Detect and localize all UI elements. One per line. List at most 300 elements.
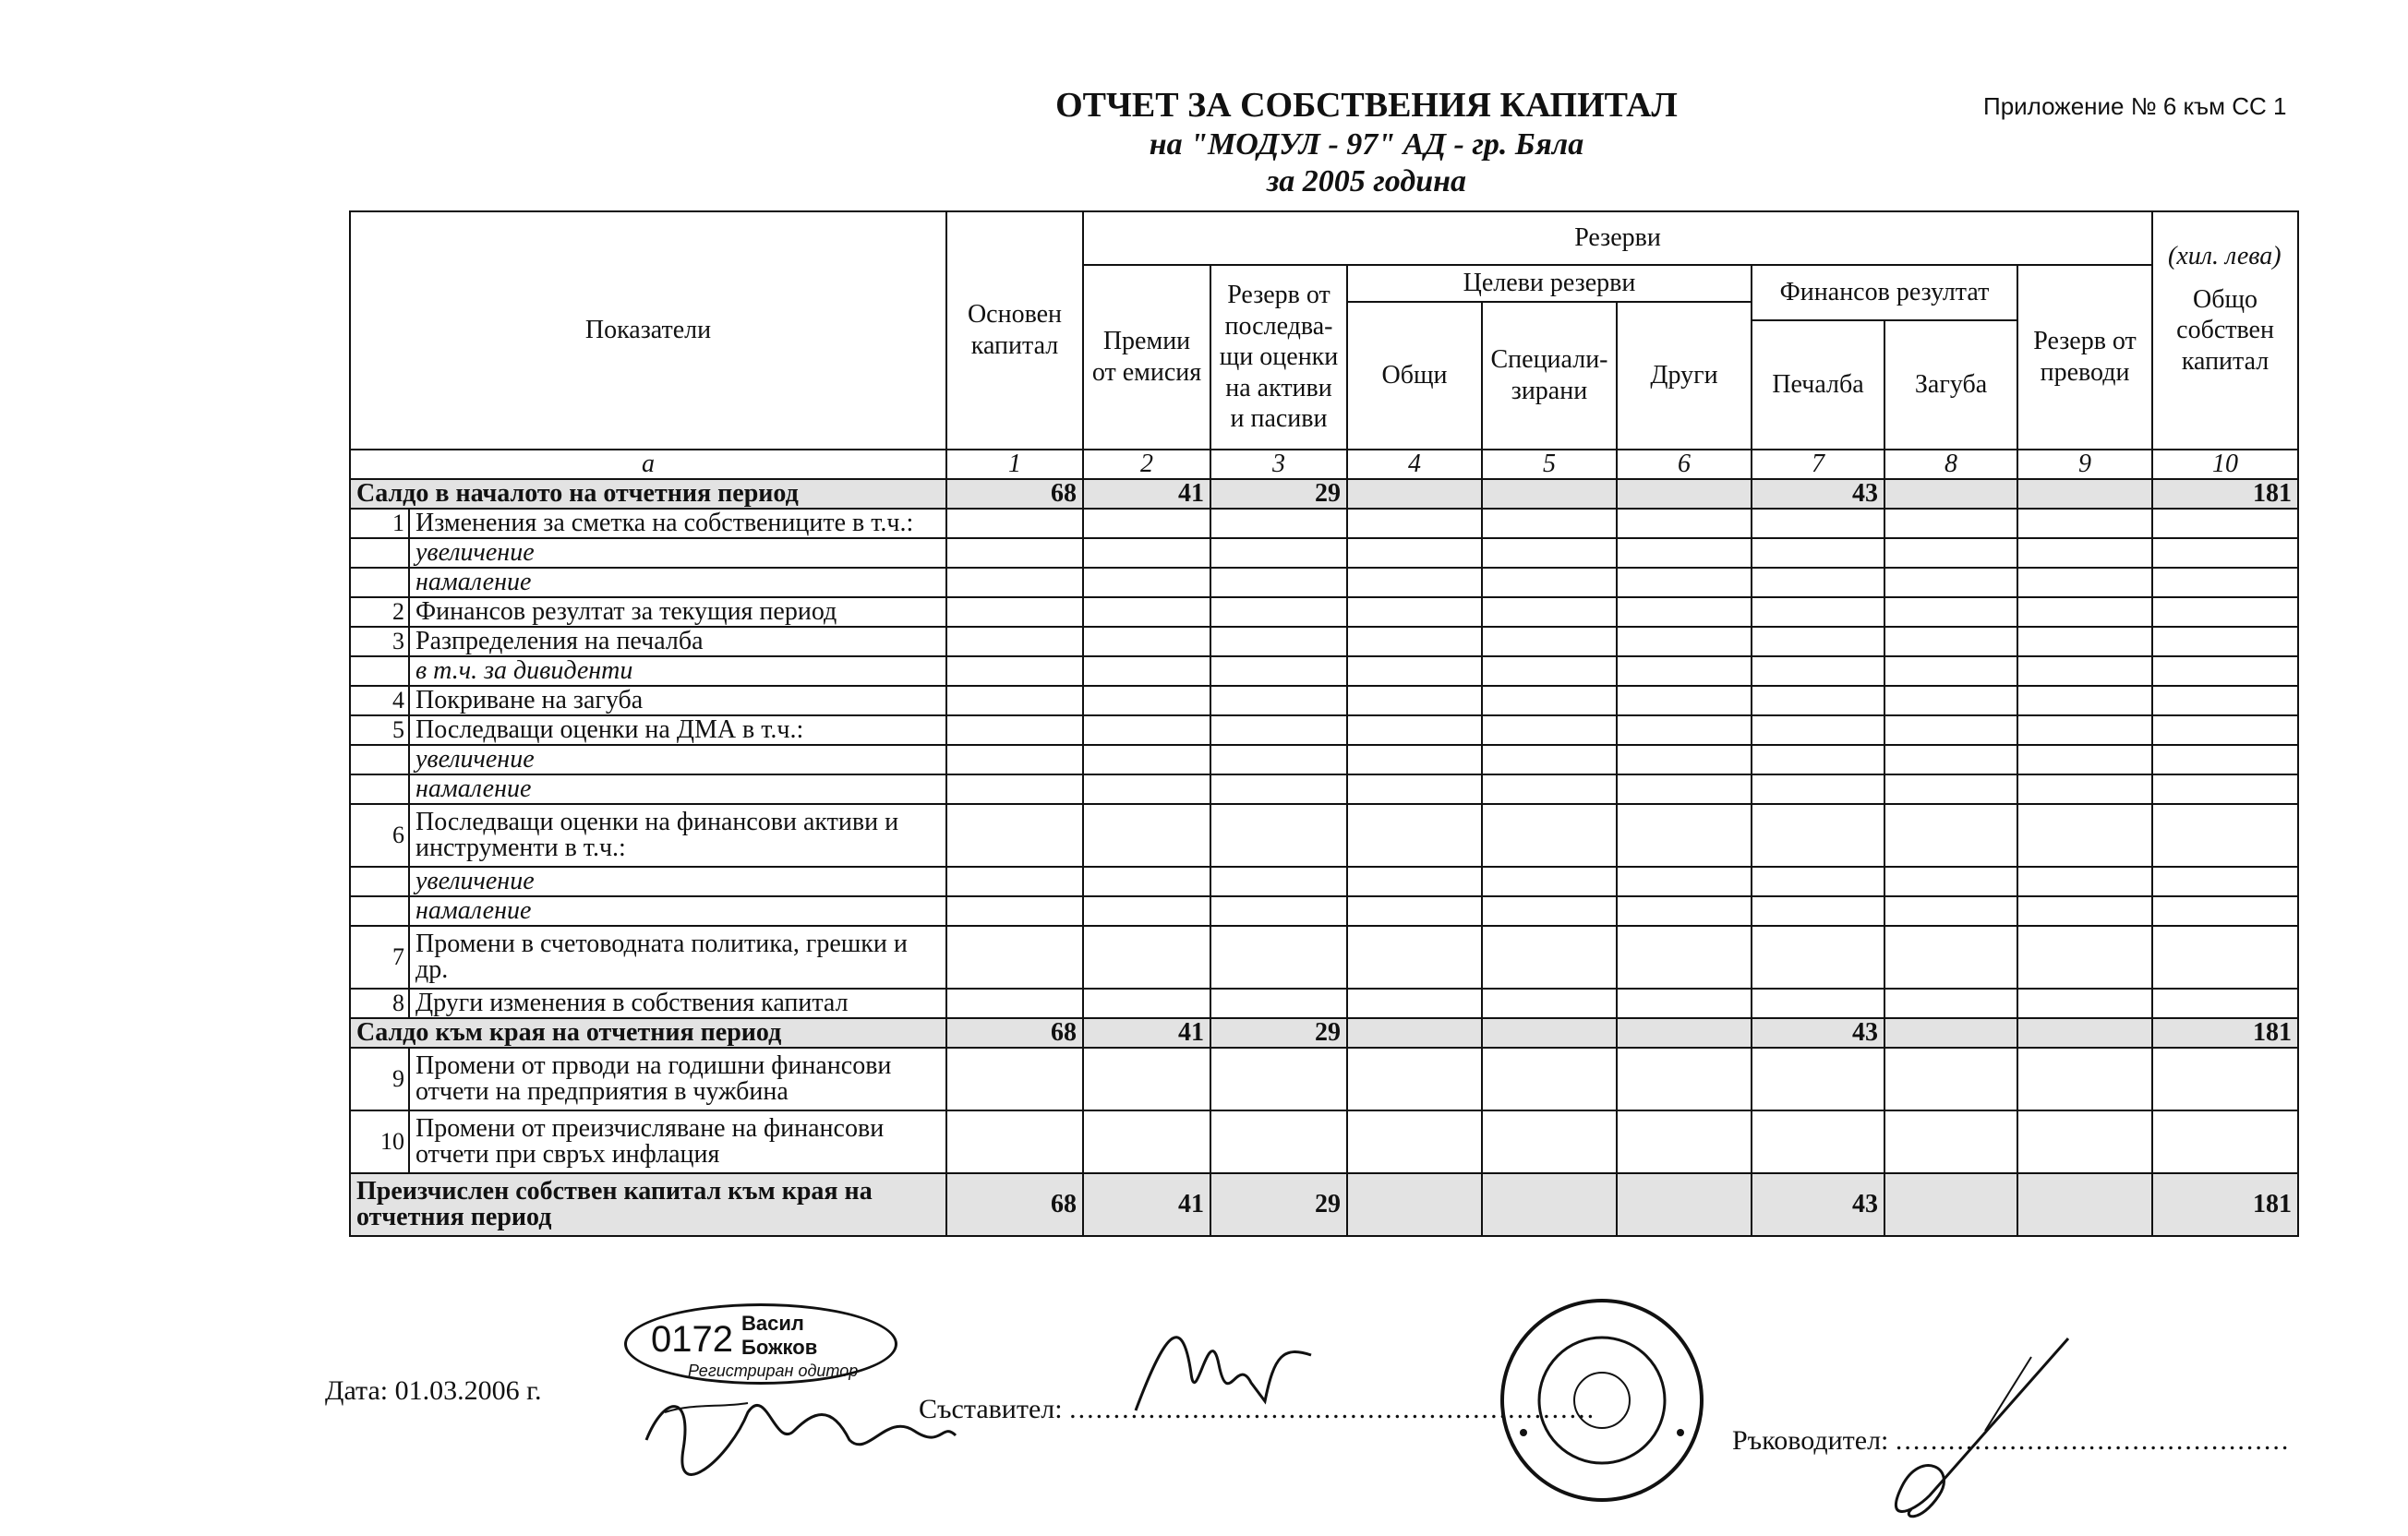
cell-value bbox=[2152, 1110, 2298, 1173]
col-index: 2 bbox=[1083, 450, 1210, 479]
table-row bbox=[350, 509, 2298, 538]
cell-value bbox=[1617, 627, 1752, 656]
cell-value bbox=[2017, 926, 2152, 989]
cell-value bbox=[1210, 538, 1347, 568]
cell-value bbox=[2017, 896, 2152, 926]
auditor-role: Регистриран одитор bbox=[688, 1362, 859, 1380]
period-line: за 2005 година bbox=[1266, 164, 1467, 198]
row-label: Промени от прводи на годишни финансови отчети на предприятия в чужбина bbox=[409, 1048, 946, 1110]
cell-value bbox=[2152, 538, 2298, 568]
cell-value: 43 bbox=[1752, 1018, 1884, 1048]
cell-value: 181 bbox=[2152, 1173, 2298, 1236]
cell-value bbox=[1884, 745, 2017, 774]
row-label: Последващи оценки на финансови активи и инструменти в т.ч.: bbox=[409, 804, 946, 867]
cell-value: 29 bbox=[1210, 479, 1347, 509]
header-basic-capital: Основен капитал bbox=[946, 211, 1083, 450]
cell-value bbox=[1083, 926, 1210, 989]
cell-value bbox=[1210, 627, 1347, 656]
cell-value bbox=[946, 896, 1083, 926]
cell-value bbox=[2017, 867, 2152, 896]
cell-value bbox=[2152, 774, 2298, 804]
cell-value bbox=[2152, 1048, 2298, 1110]
cell-value bbox=[1482, 538, 1617, 568]
row-number: 1 bbox=[350, 509, 409, 538]
cell-value bbox=[946, 1110, 1083, 1173]
table-row bbox=[350, 804, 2298, 867]
header-translation-reserve: Резерв от преводи bbox=[2017, 265, 2152, 450]
cell-value bbox=[946, 597, 1083, 627]
cell-value bbox=[2017, 745, 2152, 774]
cell-value bbox=[1752, 597, 1884, 627]
cell-value bbox=[1083, 1110, 1210, 1173]
cell-value: 181 bbox=[2152, 1018, 2298, 1048]
row-number bbox=[350, 568, 409, 597]
auditor-first-name: Васил bbox=[741, 1312, 804, 1335]
cell-value bbox=[2152, 627, 2298, 656]
cell-value bbox=[1884, 1110, 2017, 1173]
row-number bbox=[350, 656, 409, 686]
cell-value: 68 bbox=[946, 1173, 1083, 1236]
table-row bbox=[350, 745, 2298, 774]
cell-value bbox=[2017, 989, 2152, 1018]
cell-value bbox=[1482, 597, 1617, 627]
cell-value bbox=[1617, 804, 1752, 867]
cell-value bbox=[1752, 715, 1884, 745]
manager-line bbox=[1732, 1425, 2290, 1457]
cell-value: 43 bbox=[1752, 1173, 1884, 1236]
header-issue-premium: Премии от емисия bbox=[1083, 265, 1210, 450]
row-number: 9 bbox=[350, 1048, 409, 1110]
table-row bbox=[350, 568, 2298, 597]
table-row bbox=[350, 627, 2298, 656]
cell-value bbox=[1482, 1048, 1617, 1110]
cell-value bbox=[1083, 774, 1210, 804]
cell-value bbox=[1884, 926, 2017, 989]
cell-value: 41 bbox=[1083, 1018, 1210, 1048]
cell-value bbox=[1617, 774, 1752, 804]
cell-value bbox=[1083, 1048, 1210, 1110]
cell-value bbox=[1617, 715, 1752, 745]
table-row bbox=[350, 1110, 2298, 1173]
cell-value bbox=[946, 627, 1083, 656]
cell-value bbox=[1210, 715, 1347, 745]
cell-value bbox=[1083, 509, 1210, 538]
table-row bbox=[350, 774, 2298, 804]
cell-value bbox=[1210, 804, 1347, 867]
cell-value bbox=[1347, 509, 1482, 538]
row-number bbox=[350, 774, 409, 804]
cell-value bbox=[1347, 745, 1482, 774]
row-number bbox=[350, 867, 409, 896]
cell-value bbox=[1482, 509, 1617, 538]
table-row bbox=[350, 597, 2298, 627]
cell-value bbox=[1210, 867, 1347, 896]
col-index: 4 bbox=[1347, 450, 1482, 479]
cell-value bbox=[946, 538, 1083, 568]
cell-value bbox=[1083, 989, 1210, 1018]
cell-value bbox=[2152, 568, 2298, 597]
cell-value bbox=[1884, 686, 2017, 715]
row-number: 2 bbox=[350, 597, 409, 627]
cell-value bbox=[2152, 926, 2298, 989]
cell-value bbox=[946, 509, 1083, 538]
table-row bbox=[350, 1018, 2298, 1048]
table-row bbox=[350, 926, 2298, 989]
cell-value bbox=[1482, 926, 1617, 989]
cell-value bbox=[1617, 1173, 1752, 1236]
cell-value bbox=[1083, 896, 1210, 926]
cell-value bbox=[1347, 686, 1482, 715]
cell-value bbox=[1884, 1048, 2017, 1110]
cell-value bbox=[1884, 627, 2017, 656]
cell-value bbox=[2017, 1018, 2152, 1048]
cell-value bbox=[1482, 568, 1617, 597]
cell-value bbox=[1752, 1110, 1884, 1173]
cell-value bbox=[2152, 745, 2298, 774]
header-revaluation-reserve: Резерв от последва-щи оценки на активи и пасиви bbox=[1210, 265, 1347, 450]
auditor-signature bbox=[637, 1375, 969, 1477]
cell-value bbox=[1752, 509, 1884, 538]
cell-value bbox=[946, 774, 1083, 804]
cell-value bbox=[2152, 715, 2298, 745]
row-label: увеличение bbox=[409, 867, 946, 896]
cell-value: 181 bbox=[2152, 479, 2298, 509]
cell-value bbox=[1884, 715, 2017, 745]
row-number: 10 bbox=[350, 1110, 409, 1173]
row-label: увеличение bbox=[409, 745, 946, 774]
cell-value bbox=[1347, 479, 1482, 509]
auditor-last-name: Божков bbox=[741, 1336, 818, 1360]
cell-value bbox=[1210, 656, 1347, 686]
cell-value bbox=[1347, 896, 1482, 926]
cell-value bbox=[1347, 1048, 1482, 1110]
header-target-reserves: Целеви резерви bbox=[1347, 265, 1752, 302]
cell-value bbox=[1347, 804, 1482, 867]
header-other: Други bbox=[1617, 302, 1752, 450]
cell-value bbox=[946, 1048, 1083, 1110]
cell-value bbox=[1482, 745, 1617, 774]
cell-value bbox=[1752, 627, 1884, 656]
cell-value bbox=[1347, 568, 1482, 597]
cell-value bbox=[1347, 989, 1482, 1018]
cell-value bbox=[1347, 867, 1482, 896]
table-row bbox=[350, 989, 2298, 1018]
cell-value bbox=[1083, 627, 1210, 656]
units-label: (хил. лева) bbox=[2168, 242, 2282, 270]
auditor-name bbox=[741, 1312, 817, 1361]
cell-value bbox=[2017, 1048, 2152, 1110]
row-label: Преизчислен собствен капитал към края на отчетния период bbox=[350, 1173, 946, 1236]
col-index: 10 bbox=[2152, 450, 2298, 479]
header-profit: Печалба bbox=[1752, 320, 1884, 450]
cell-value bbox=[1884, 568, 2017, 597]
cell-value bbox=[1083, 804, 1210, 867]
cell-value bbox=[1752, 568, 1884, 597]
cell-value bbox=[1884, 538, 2017, 568]
cell-value bbox=[1482, 715, 1617, 745]
cell-value bbox=[1083, 568, 1210, 597]
cell-value: 41 bbox=[1083, 479, 1210, 509]
header-general: Общи bbox=[1347, 302, 1482, 450]
cell-value bbox=[946, 686, 1083, 715]
col-index: 1 bbox=[946, 450, 1083, 479]
report-title: ОТЧЕТ ЗА СОБСТВЕНИЯ КАПИТАЛ bbox=[1055, 86, 1678, 125]
cell-value bbox=[1347, 1110, 1482, 1173]
cell-value bbox=[1482, 656, 1617, 686]
cell-value bbox=[1083, 656, 1210, 686]
cell-value bbox=[2017, 597, 2152, 627]
cell-value bbox=[1347, 538, 1482, 568]
table-row bbox=[350, 715, 2298, 745]
cell-value bbox=[1482, 867, 1617, 896]
cell-value bbox=[1884, 1173, 2017, 1236]
cell-value bbox=[1210, 896, 1347, 926]
cell-value bbox=[1752, 896, 1884, 926]
cell-value bbox=[1617, 568, 1752, 597]
cell-value bbox=[1210, 686, 1347, 715]
row-number: 4 bbox=[350, 686, 409, 715]
cell-value: 41 bbox=[1083, 1173, 1210, 1236]
company-line: на "МОДУЛ - 97" АД - гр. Бяла bbox=[1149, 127, 1584, 162]
compiler-dots: ............................................................ bbox=[1069, 1394, 1596, 1424]
cell-value bbox=[1210, 989, 1347, 1018]
cell-value bbox=[2152, 509, 2298, 538]
cell-value bbox=[1752, 867, 1884, 896]
company-seal bbox=[1496, 1294, 1708, 1506]
col-index: 6 bbox=[1617, 450, 1752, 479]
cell-value: 43 bbox=[1752, 479, 1884, 509]
cell-value bbox=[1482, 1173, 1617, 1236]
row-number: 3 bbox=[350, 627, 409, 656]
cell-value bbox=[1884, 804, 2017, 867]
table-row bbox=[350, 1048, 2298, 1110]
cell-value bbox=[1083, 867, 1210, 896]
cell-value bbox=[1347, 656, 1482, 686]
cell-value bbox=[1752, 926, 1884, 989]
cell-value bbox=[2017, 804, 2152, 867]
cell-value bbox=[1347, 627, 1482, 656]
cell-value bbox=[1617, 509, 1752, 538]
cell-value bbox=[1884, 1018, 2017, 1048]
cell-value bbox=[1210, 774, 1347, 804]
cell-value bbox=[1482, 804, 1617, 867]
row-label: Салдо в началото на отчетния период bbox=[350, 479, 946, 509]
row-label: Покриване на загуба bbox=[409, 686, 946, 715]
title-block bbox=[997, 85, 1736, 199]
row-number bbox=[350, 896, 409, 926]
row-number bbox=[350, 538, 409, 568]
cell-value bbox=[1210, 1048, 1347, 1110]
row-number: 6 bbox=[350, 804, 409, 867]
column-index-row bbox=[350, 450, 2298, 479]
cell-value bbox=[1482, 686, 1617, 715]
row-number: 7 bbox=[350, 926, 409, 989]
cell-value bbox=[1482, 1110, 1617, 1173]
cell-value bbox=[2017, 656, 2152, 686]
cell-value bbox=[1083, 715, 1210, 745]
compiler-label: Съставител: bbox=[919, 1394, 1063, 1424]
cell-value bbox=[1752, 656, 1884, 686]
header-loss: Загуба bbox=[1884, 320, 2017, 450]
cell-value bbox=[2017, 627, 2152, 656]
cell-value bbox=[1752, 745, 1884, 774]
row-label: в т.ч. за дивиденти bbox=[409, 656, 946, 686]
row-label: Изменения за сметка на собствениците в т.ч.: bbox=[409, 509, 946, 538]
col-index: 7 bbox=[1752, 450, 1884, 479]
row-label: Промени от преизчисляване на финансови отчети при свръх инфлация bbox=[409, 1110, 946, 1173]
compiler-signature bbox=[1126, 1300, 1330, 1438]
table-row bbox=[350, 656, 2298, 686]
row-number bbox=[350, 745, 409, 774]
cell-value bbox=[1210, 1110, 1347, 1173]
auditor-code: 0172 bbox=[651, 1319, 733, 1360]
cell-value bbox=[1752, 686, 1884, 715]
cell-value bbox=[2017, 479, 2152, 509]
cell-value bbox=[1884, 509, 2017, 538]
cell-value: 29 bbox=[1210, 1018, 1347, 1048]
cell-value bbox=[1347, 1173, 1482, 1236]
cell-value bbox=[1617, 686, 1752, 715]
annex-label: Приложение № 6 към СС 1 bbox=[1983, 92, 2287, 120]
cell-value bbox=[946, 989, 1083, 1018]
cell-value bbox=[1884, 867, 2017, 896]
cell-value bbox=[1083, 686, 1210, 715]
manager-label: Ръководител: bbox=[1732, 1425, 1889, 1456]
cell-value bbox=[1617, 538, 1752, 568]
cell-value bbox=[1884, 774, 2017, 804]
cell-value bbox=[1482, 1018, 1617, 1048]
header-specialized: Специали-зирани bbox=[1482, 302, 1617, 450]
cell-value bbox=[1482, 896, 1617, 926]
col-index: 5 bbox=[1482, 450, 1617, 479]
cell-value bbox=[2017, 1110, 2152, 1173]
cell-value bbox=[1083, 597, 1210, 627]
header-financial-result: Финансов резултат bbox=[1752, 265, 2017, 320]
table-row bbox=[350, 867, 2298, 896]
cell-value bbox=[946, 715, 1083, 745]
cell-value bbox=[1884, 989, 2017, 1018]
equity-table bbox=[349, 210, 2299, 1237]
cell-value bbox=[1482, 989, 1617, 1018]
cell-value bbox=[2152, 867, 2298, 896]
cell-value bbox=[1083, 538, 1210, 568]
cell-value bbox=[1482, 627, 1617, 656]
row-label: намаление bbox=[409, 896, 946, 926]
cell-value bbox=[1482, 479, 1617, 509]
cell-value bbox=[1617, 597, 1752, 627]
cell-value bbox=[1884, 597, 2017, 627]
row-label: намаление bbox=[409, 774, 946, 804]
cell-value bbox=[2017, 715, 2152, 745]
cell-value bbox=[1617, 1110, 1752, 1173]
cell-value bbox=[2017, 568, 2152, 597]
row-label: намаление bbox=[409, 568, 946, 597]
col-index: а bbox=[350, 450, 946, 479]
cell-value bbox=[946, 656, 1083, 686]
cell-value bbox=[2017, 774, 2152, 804]
cell-value bbox=[1347, 715, 1482, 745]
row-label: увеличение bbox=[409, 538, 946, 568]
col-index: 9 bbox=[2017, 450, 2152, 479]
cell-value bbox=[2017, 509, 2152, 538]
cell-value bbox=[1752, 804, 1884, 867]
cell-value bbox=[1617, 1048, 1752, 1110]
cell-value bbox=[2152, 989, 2298, 1018]
cell-value bbox=[2152, 686, 2298, 715]
row-label: Разпределения на печалба bbox=[409, 627, 946, 656]
table-row bbox=[350, 686, 2298, 715]
col-index: 8 bbox=[1884, 450, 2017, 479]
cell-value bbox=[1347, 774, 1482, 804]
cell-value bbox=[1884, 479, 2017, 509]
cell-value bbox=[1752, 774, 1884, 804]
cell-value bbox=[2017, 538, 2152, 568]
cell-value bbox=[946, 745, 1083, 774]
table-row bbox=[350, 1173, 2298, 1236]
header-reserves: Резерви bbox=[1083, 211, 2152, 265]
row-number: 5 bbox=[350, 715, 409, 745]
cell-value: 29 bbox=[1210, 1173, 1347, 1236]
row-number: 8 bbox=[350, 989, 409, 1018]
manager-dots: ............................................. bbox=[1895, 1425, 2291, 1456]
cell-value bbox=[1617, 989, 1752, 1018]
row-label: Други изменения в собствения капитал bbox=[409, 989, 946, 1018]
cell-value bbox=[1482, 774, 1617, 804]
header-total-equity: Общо собствен капитал bbox=[2152, 211, 2298, 450]
cell-value: 68 bbox=[946, 479, 1083, 509]
cell-value bbox=[1884, 896, 2017, 926]
cell-value bbox=[1210, 568, 1347, 597]
cell-value bbox=[1210, 745, 1347, 774]
cell-value bbox=[1347, 597, 1482, 627]
cell-value bbox=[1347, 1018, 1482, 1048]
cell-value bbox=[2152, 896, 2298, 926]
row-label: Финансов резултат за текущия период bbox=[409, 597, 946, 627]
document-date: Дата: 01.03.2006 г. bbox=[325, 1375, 542, 1406]
cell-value bbox=[1617, 867, 1752, 896]
row-label: Промени в счетоводната политика, грешки и др. bbox=[409, 926, 946, 989]
row-label: Салдо към края на отчетния период bbox=[350, 1018, 946, 1048]
cell-value bbox=[1752, 989, 1884, 1018]
cell-value bbox=[946, 867, 1083, 896]
cell-value bbox=[1617, 745, 1752, 774]
cell-value bbox=[1884, 656, 2017, 686]
cell-value bbox=[1617, 479, 1752, 509]
cell-value bbox=[2152, 597, 2298, 627]
cell-value bbox=[1617, 1018, 1752, 1048]
cell-value bbox=[1752, 1048, 1884, 1110]
table-row bbox=[350, 538, 2298, 568]
cell-value bbox=[1083, 745, 1210, 774]
cell-value bbox=[1617, 926, 1752, 989]
cell-value bbox=[2017, 1173, 2152, 1236]
auditor-stamp bbox=[624, 1303, 897, 1385]
cell-value bbox=[946, 568, 1083, 597]
header-indicators: Показатели bbox=[350, 211, 946, 450]
cell-value bbox=[2017, 686, 2152, 715]
cell-value bbox=[1210, 509, 1347, 538]
cell-value: 68 bbox=[946, 1018, 1083, 1048]
cell-value bbox=[2152, 804, 2298, 867]
col-index: 3 bbox=[1210, 450, 1347, 479]
cell-value bbox=[1617, 896, 1752, 926]
cell-value bbox=[946, 926, 1083, 989]
cell-value bbox=[2152, 656, 2298, 686]
cell-value bbox=[946, 804, 1083, 867]
cell-value bbox=[1347, 926, 1482, 989]
table-row bbox=[350, 479, 2298, 509]
cell-value bbox=[1617, 656, 1752, 686]
